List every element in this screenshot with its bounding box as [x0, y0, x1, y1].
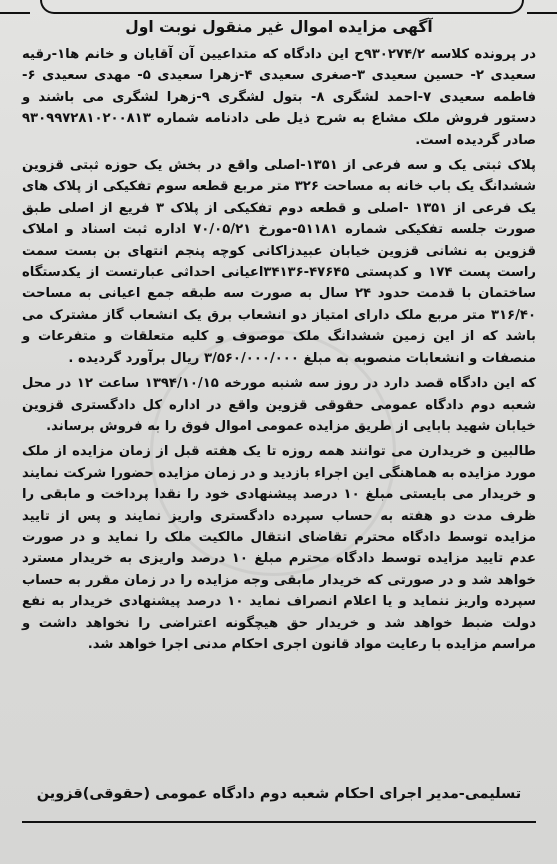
auction-notice: [22, 16, 536, 854]
paragraph-property-description: پلاک ثبتی یک و سه فرعی از ۱۳۵۱-اصلی واقع در بخش یک حوزه ثبتی قزوین ششدانگ یک باب خانه به مساحت ۳۲۶ متر مربع قطعه سوم تفکیکی از پلاک های یک فرعی از ۱۳۵۱ -اصلی و قطعه دوم تفکیکی از پلاک ۳ فریع از اصلی طبق صورت جلسه تفکیکی شماره ۵۱۱۸۱-مورخ ۷۰/۰۵/۲۱ اداره ثبت اسناد و املاک قزوین به نشانی قزوین خیابان عبیدزاکانی کوچه پنجم انتهای بن بست سمت راست پست ۱۷۴ و کدپستی ۴۷۶۴۵-۳۴۱۳۶اعیانی احداثی عبارتست از یکدستگاه ساختمان با قدمت حدود ۲۴ سال به صورت سه طبقه جمع اعیانی به مساحت ۳۱۶/۴۰ متر مربع ملک دارای امتیاز دو انشعاب برق یک انشعاب گاز مشترک می باشد که از این زمین ششدانگ ملک موصوف و کلیه متعلقات و متفرعات و منصفات و انشعابات منصوبه به مبلغ ۳/۵۶۰/۰۰۰/۰۰۰ ریال برآورد گردیده .: [22, 158, 537, 366]
top-left-rule: [0, 0, 30, 14]
top-border-frame: [40, 0, 524, 14]
paragraph-auction-date: که این دادگاه قصد دارد در روز سه شنبه مورخه ۱۳۹۴/۱۰/۱۵ ساعت ۱۲ در محل شعبه دوم دادگاه عمومی حقوقی قزوین واقع در اداره کل دادگستری قزوین خیابان شهید بابایی از طریق مزایده عمومی اموال فوق را به فروش برساند.: [22, 376, 536, 434]
signature-line: تسلیمی-مدیر اجرای احکام شعبه دوم دادگاه عمومی (حقوقی)قزوین: [36, 786, 522, 802]
paragraph-bidder-terms: طالبین و خریدارن می توانند همه روزه تا یک هفته قبل از زمان مزایده از ملک مورد مزایده به هماهنگی این اجراء بازدید و در زمان مزایده حضورا شرکت نمایند و خریدار می بایستی مبلغ ۱۰ درصد پیشنهادی خود را نقدا پرداخت و مابقی را ظرف مدت دو هفته به حساب سپرده دادگستری واریز نمایند و پس از تایید مزایده توسط دادگاه محترم تقاضای انتقال مالکیت ملک را نماید و در صورت عدم تایید مزایده توسط دادگاه محترم مبلغ ۱۰ درصد واریزی به خریدار مسترد خواهد شد و در صورتی که خریدار مابقی وجه مزایده را در زمان مقرر به حساب سپرده واریز ننماید و یا اعلام انصراف نماید ۱۰ درصد پیشنهادی خریدار به نفع دولت ضبط خواهد شد و خریدار حق هیچگونه اعتراضی را نخواهد داشت و مراسم مزایده با رعایت مواد قانون اجری احکام مدنی اجرا خواهد شد.: [22, 444, 536, 652]
top-right-rule: [527, 0, 557, 14]
bottom-rule: [22, 821, 536, 823]
notice-title: آگهی مزایده اموال غیر منقول نوبت اول: [125, 18, 433, 36]
paragraph-case-intro: در پرونده کلاسه ۹۳۰۲۷۴/۲ح این دادگاه که متداعیین آن آقایان و خانم ها۱-رقیه سعیدی ۲- حسین سعیدی ۳-صغری سعیدی ۴-زهرا سعیدی ۵- مهدی سعیدی ۶-فاطمه سعیدی ۷-احمد لشگری ۸- بتول لشگری ۹-زهرا لشگری می باشند و دستور فروش ملک مشاع به شرح ذیل طی دادنامه شماره ۹۳۰۹۹۷۲۸۱۰۲۰۰۸۱۳ صادر گردیده است.: [22, 47, 536, 148]
